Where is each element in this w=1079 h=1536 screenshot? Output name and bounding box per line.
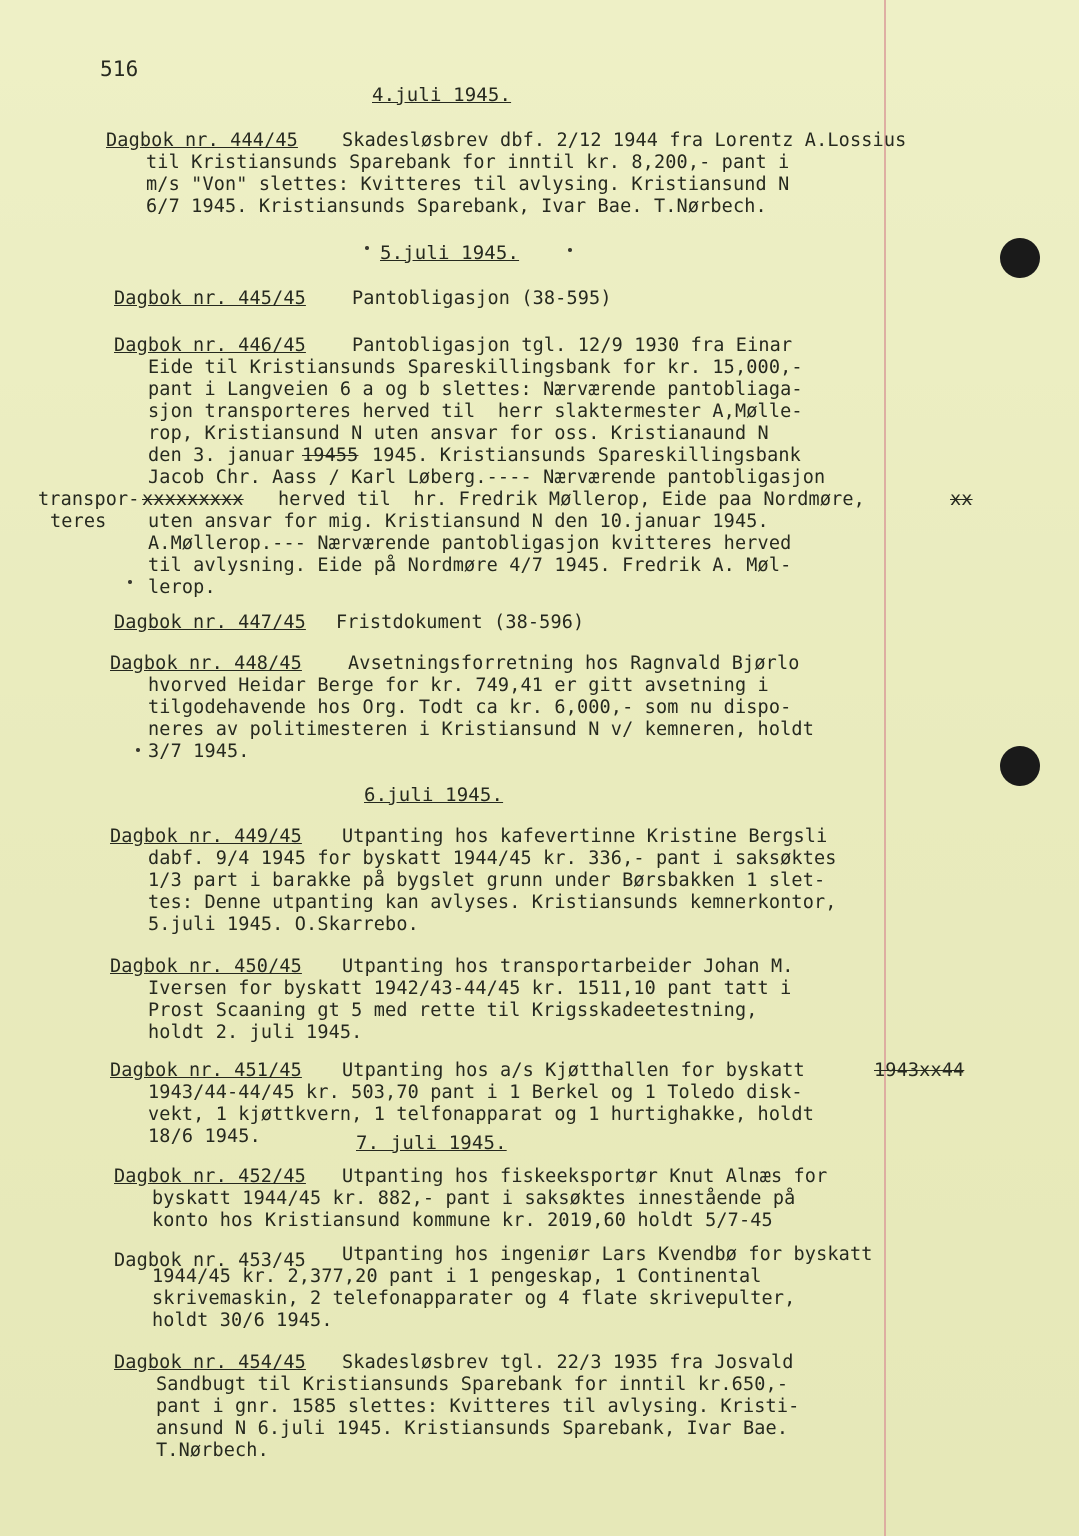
entry-line: Pantobligasjon tgl. 12/9 1930 fra Einar — [352, 335, 793, 356]
struck-text: 19455 — [302, 445, 359, 466]
entry-line: Avsetningsforretning hos Ragnvald Bjørlo — [348, 653, 800, 674]
ink-mark — [128, 580, 132, 584]
struck-text: xx — [950, 489, 973, 510]
entry-line: 3/7 1945. — [148, 741, 250, 762]
entry-line: pant i gnr. 1585 slettes: Kvitteres til avlysing. Kristi- — [156, 1396, 800, 1417]
entry-line: 5.juli 1945. O.Skarrebo. — [148, 914, 419, 935]
entry-ref: Dagbok nr. 445/45 — [114, 288, 306, 309]
entry-line: 1945. Kristiansunds Spareskillingsbank — [372, 445, 801, 466]
entry-ref: Dagbok nr. 447/45 — [114, 612, 306, 633]
entry-line: holdt 2. juli 1945. — [148, 1022, 363, 1043]
margin-note: teres — [50, 511, 107, 532]
date-heading: 7. juli 1945. — [356, 1132, 507, 1154]
entry-ref: Dagbok nr. 450/45 — [110, 956, 302, 977]
ink-mark — [365, 246, 369, 250]
entry-line: byskatt 1944/45 kr. 882,- pant i saksøktes innestående på — [152, 1188, 796, 1209]
entry-line: rop, Kristiansund N uten ansvar for oss. Kristianaund N — [148, 423, 769, 444]
margin-note: transpor- — [38, 489, 140, 510]
entry-line: T.Nørbech. — [156, 1440, 269, 1461]
entry-line: 1944/45 kr. 2,377,20 pant i 1 pengeskap, 1 Continental — [152, 1266, 762, 1287]
struck-text: xxxxxxxxx — [142, 489, 244, 510]
entry-line: Sandbugt til Kristiansunds Sparebank for inntil kr.650,- — [156, 1374, 789, 1395]
entry-line: Utpanting hos transportarbeider Johan M. — [342, 956, 794, 977]
entry-line: konto hos Kristiansund kommune kr. 2019,60 holdt 5/7-45 — [152, 1210, 773, 1231]
entry-line: Eide til Kristiansunds Spareskillingsbank for kr. 15,000,- — [148, 357, 803, 378]
entry-line: neres av politimesteren i Kristiansund N v/ kemneren, holdt — [148, 719, 814, 740]
margin-rule — [884, 0, 886, 1536]
entry-line: 1943/44-44/45 kr. 503,70 pant i 1 Berkel og 1 Toledo disk- — [148, 1082, 803, 1103]
ink-mark — [568, 248, 572, 252]
punch-hole-middle — [1000, 746, 1040, 786]
entry-line: tes: Denne utpanting kan avlyses. Kristiansunds kemnerkontor, — [148, 892, 837, 913]
date-heading: 5.juli 1945. — [380, 242, 520, 264]
punch-hole-top — [1000, 238, 1040, 278]
entry-line: 18/6 1945. — [148, 1126, 261, 1147]
date-heading: 4.juli 1945. — [372, 84, 512, 106]
entry-ref: Dagbok nr. 444/45 — [106, 130, 298, 151]
entry-line: herved til hr. Fredrik Møllerop, Eide paa Nordmøre, — [278, 489, 865, 510]
entry-line: Skadesløsbrev dbf. 2/12 1944 fra Lorentz A.Lossius — [342, 130, 907, 151]
entry-line: tilgodehavende hos Org. Todt ca kr. 6,000,- som nu dispo- — [148, 697, 792, 718]
entry-line: lerop. — [148, 577, 216, 598]
entry-line: vekt, 1 kjøttkvern, 1 telfonapparat og 1 hurtighakke, holdt — [148, 1104, 814, 1125]
entry-line: Skadesløsbrev tgl. 22/3 1935 fra Josvald — [342, 1352, 794, 1373]
entry-line: A.Møllerop.--- Nærværende pantobligasjon kvitteres herved — [148, 533, 792, 554]
entry-ref: Dagbok nr. 446/45 — [114, 335, 306, 356]
entry-line: ansund N 6.juli 1945. Kristiansunds Sparebank, Ivar Bae. — [156, 1418, 789, 1439]
struck-text: 1943xx44 — [874, 1060, 965, 1081]
entry-line: dabf. 9/4 1945 for byskatt 1944/45 kr. 336,- pant i saksøktes — [148, 848, 837, 869]
entry-line: til avlysning. Eide på Nordmøre 4/7 1945. Fredrik A. Møl- — [148, 555, 792, 576]
date-heading: 6.juli 1945. — [364, 784, 504, 806]
entry-line: Jacob Chr. Aass / Karl Løberg.---- Nærværende pantobligasjon — [148, 467, 826, 488]
entry-line: til Kristiansunds Sparebank for inntil kr. 8,200,- pant i — [146, 152, 790, 173]
entry-ref: Dagbok nr. 449/45 — [110, 826, 302, 847]
entry-line: Prost Scaaning gt 5 med rette til Krigsskadeetestning, — [148, 1000, 758, 1021]
entry-ref: Dagbok nr. 448/45 — [110, 653, 302, 674]
entry-ref: Dagbok nr. 454/45 — [114, 1352, 306, 1373]
entry-line: sjon transporteres herved til herr slaktermester A,Mølle- — [148, 401, 803, 422]
entry-line: Pantobligasjon (38-595) — [352, 288, 612, 309]
entry-line: uten ansvar for mig. Kristiansund N den 10.januar 1945. — [148, 511, 769, 532]
entry-line: Utpanting hos fiskeeksportør Knut Alnæs for — [342, 1166, 828, 1187]
entry-ref: Dagbok nr. 453/45 — [114, 1250, 306, 1271]
entry-line: 6/7 1945. Kristiansunds Sparebank, Ivar Bae. T.Nørbech. — [146, 196, 767, 217]
entry-ref: Dagbok nr. 451/45 — [110, 1060, 302, 1081]
entry-line-prefix: den 3. januar — [148, 445, 295, 466]
entry-line: Utpanting hos a/s Kjøtthallen for byskatt — [342, 1060, 805, 1081]
entry-line: skrivemaskin, 2 telefonapparater og 4 flate skrivepulter, — [152, 1288, 796, 1309]
entry-line: m/s "Von" slettes: Kvitteres til avlysing. Kristiansund N — [146, 174, 790, 195]
ink-mark — [136, 748, 140, 752]
entry-line: hvorved Heidar Berge for kr. 749,41 er gitt avsetning i — [148, 675, 769, 696]
entry-line: holdt 30/6 1945. — [152, 1310, 333, 1331]
entry-line: Fristdokument (38-596) — [336, 612, 585, 633]
entry-line: Utpanting hos ingeniør Lars Kvendbø for byskatt — [342, 1244, 873, 1265]
entry-line: 1/3 part i barakke på bygslet grunn under Børsbakken 1 slet- — [148, 870, 826, 891]
entry-line: pant i Langveien 6 a og b slettes: Nærværende pantobliaga- — [148, 379, 803, 400]
page-number: 516 — [100, 57, 139, 81]
entry-line: Utpanting hos kafevertinne Kristine Bergsli — [342, 826, 828, 847]
entry-ref: Dagbok nr. 452/45 — [114, 1166, 306, 1187]
entry-line: Iversen for byskatt 1942/43-44/45 kr. 1511,10 pant tatt i — [148, 978, 792, 999]
